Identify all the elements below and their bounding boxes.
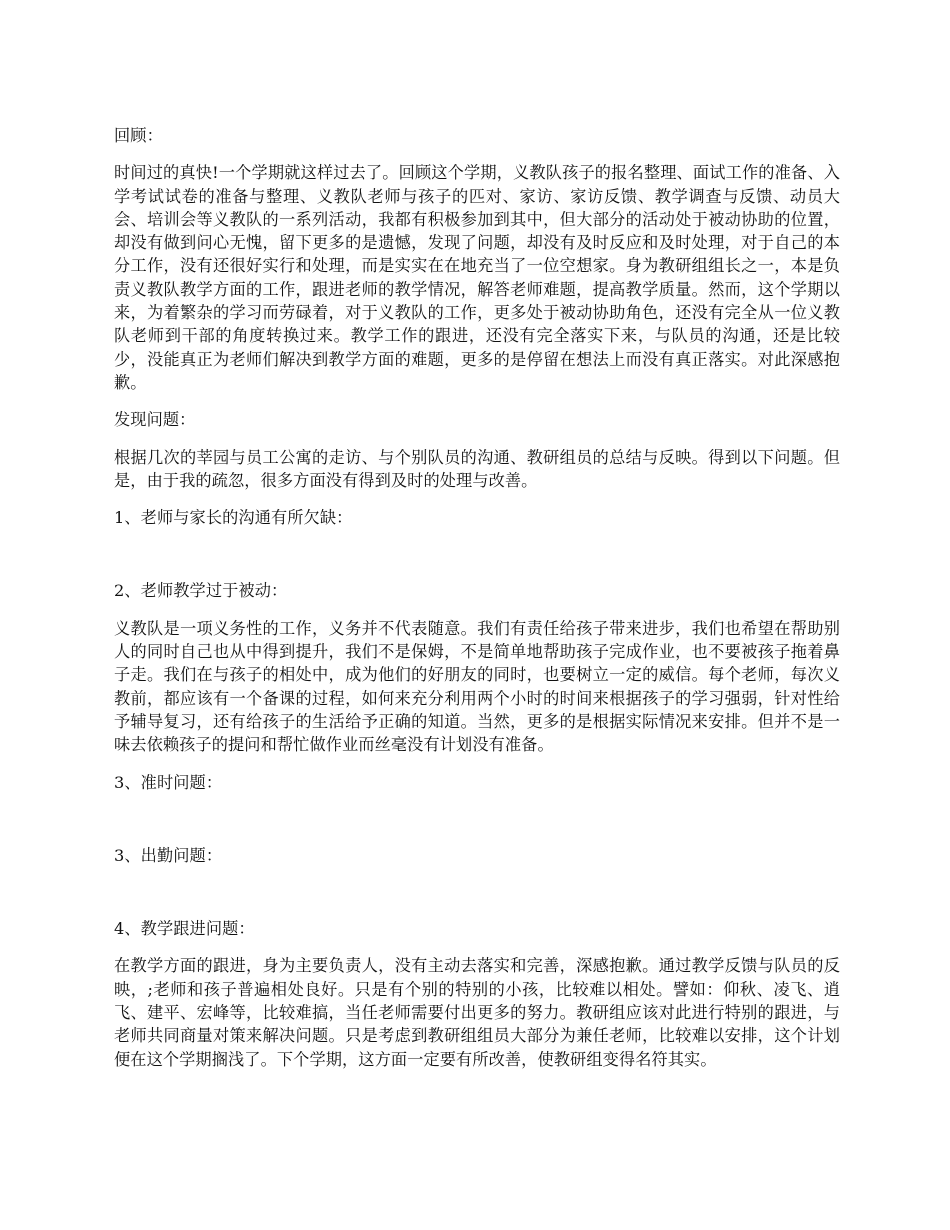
item-4-heading: 4、教学跟进问题： (114, 919, 255, 939)
item-2-heading: 2、老师教学过于被动： (114, 581, 288, 601)
item-2-paragraph: 义教队是一项义务性的工作，义务并不代表随意。我们有责任给孩子带来进步，我们也希望在帮助别人的同时自己也从中得到提升，我们不是保姆，不是简单地帮助孩子完成作业，也不要被孩子拖着鼻子走。我们在与孩子的相处中，成为他们的好朋友的同时，也要树立一定的威信。每个老师，每次义教前，都应该有一个备课的过程，如何来充分利用两个小时的时间来根据孩子的学习强弱，针对性给予辅导复习，还有给孩子的生活给予正确的知道。当然，更多的是根据实际情况来安排。但并不是一味去依赖孩子的提问和帮忙做作业而丝毫没有计划没有准备。 (114, 618, 840, 755)
item-1-heading: 1、老师与家长的沟通有所欠缺： (114, 508, 353, 528)
item-4-paragraph: 在教学方面的跟进，身为主要负责人，没有主动去落实和完善，深感抱歉。通过教学反馈与队员的反映，;老师和孩子普遍相处良好。只是有个别的特别的小孩，比较难以相处。譬如：仰秋、凌飞、逍飞、建平、宏峰等，比较难搞，当任老师需要付出更多的努力。教研组应该对此进行特别的跟进，与老师共同商量对策来解决问题。只是考虑到教研组组员大部分为兼任老师，比较难以安排，这个计划便在这个学期搁浅了。下个学期，这方面一定要有所改善，使教研组变得名符其实。 (114, 956, 840, 1069)
item-3-attendance-heading: 3、出勤问题： (114, 845, 223, 865)
review-heading: 回顾： (114, 126, 163, 145)
review-paragraph: 时间过的真快!一个学期就这样过去了。回顾这个学期，义教队孩子的报名整理、面试工作的准备、入学考试试卷的准备与整理、义教队老师与孩子的匹对、家访、家访反馈、教学调查与反馈、动员大会、培训会等义教队的一系列活动，我都有积极参加到其中，但大部分的活动处于被动协助的位置，却没有做到问心无愧，留下更多的是遗憾，发现了问题，却没有及时反应和及时处理，对于自己的本分工作，没有还很好实行和处理，而是实实在在地充当了一位空想家。身为教研组组长之一，本是负责义教队教学方面的工作，跟进老师的教学情况，解答老师难题，提高教学质量。然而，这个学期以来，为着繁杂的学习而劳碌着，对于义教队的工作，更多处于被动协助角色，还没有完全从一位义教队老师到干部的角度转换过来。教学工作的跟进，还没有完全落实下来，与队员的沟通，还是比较少，没能真正为老师们解决到教学方面的难题，更多的是停留在想法上而没有真正落实。对此深感抱歉。 (114, 163, 840, 392)
problems-heading: 发现问题： (114, 410, 196, 430)
problems-paragraph: 根据几次的莘园与员工公寓的走访、与个别队员的沟通、教研组员的总结与反映。得到以下问题。但是，由于我的疏忽，很多方面没有得到及时的处理与改善。 (114, 447, 840, 490)
item-3-punctuality-heading: 3、准时问题： (114, 772, 223, 792)
document-page (114, 124, 840, 1085)
